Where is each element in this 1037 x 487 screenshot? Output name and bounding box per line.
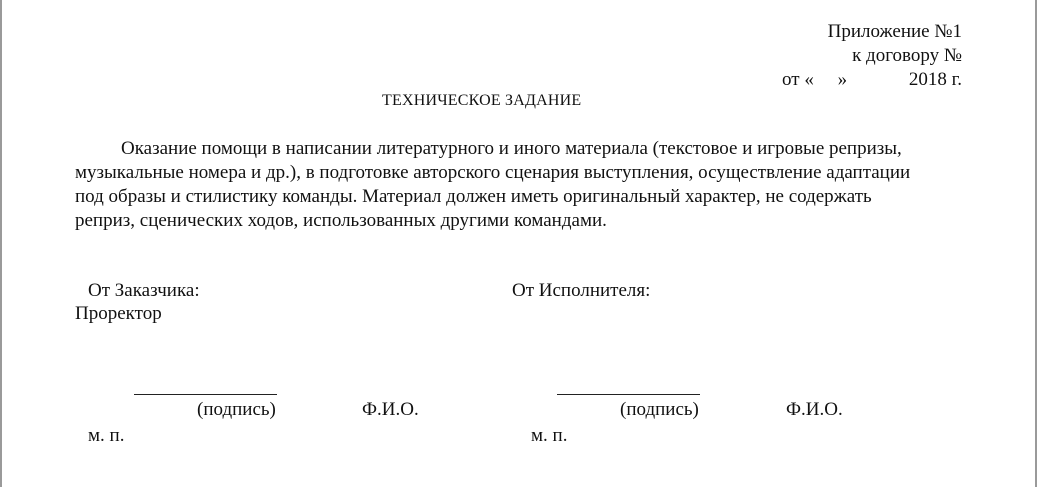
customer-stamp-label: м. п. (88, 425, 125, 446)
appendix-number: Приложение №1 (827, 21, 962, 42)
task-description: Оказание помощи в написании литературного и иного материала (текстовое и игровые репризы, музыкальные номера и др.), в подготовке авторского сценария выступления, осуществление адаптации под образы и стилистику команды. Материал должен иметь оригинальный характер, не содержать реприз, сценических ходов, использованных другими командами. (75, 138, 911, 231)
document-title: ТЕХНИЧЕСКОЕ ЗАДАНИЕ (382, 92, 582, 109)
customer-signature-caption: (подпись) (197, 399, 276, 420)
customer-signature-line (134, 394, 277, 395)
contractor-signature-line (557, 394, 700, 395)
customer-name-caption: Ф.И.О. (362, 399, 419, 420)
page-left-border (0, 0, 2, 487)
contractor-label: От Исполнителя: (512, 280, 651, 301)
appendix-header (782, 20, 962, 92)
contractor-name-caption: Ф.И.О. (786, 399, 843, 420)
customer-position: Проректор (75, 303, 162, 324)
contractor-signature-caption: (подпись) (620, 399, 699, 420)
contractor-stamp-label: м. п. (531, 425, 568, 446)
contract-reference: к договору № (852, 45, 962, 66)
customer-label: От Заказчика: (88, 280, 200, 301)
contract-date: от « » 2018 г. (782, 69, 962, 90)
